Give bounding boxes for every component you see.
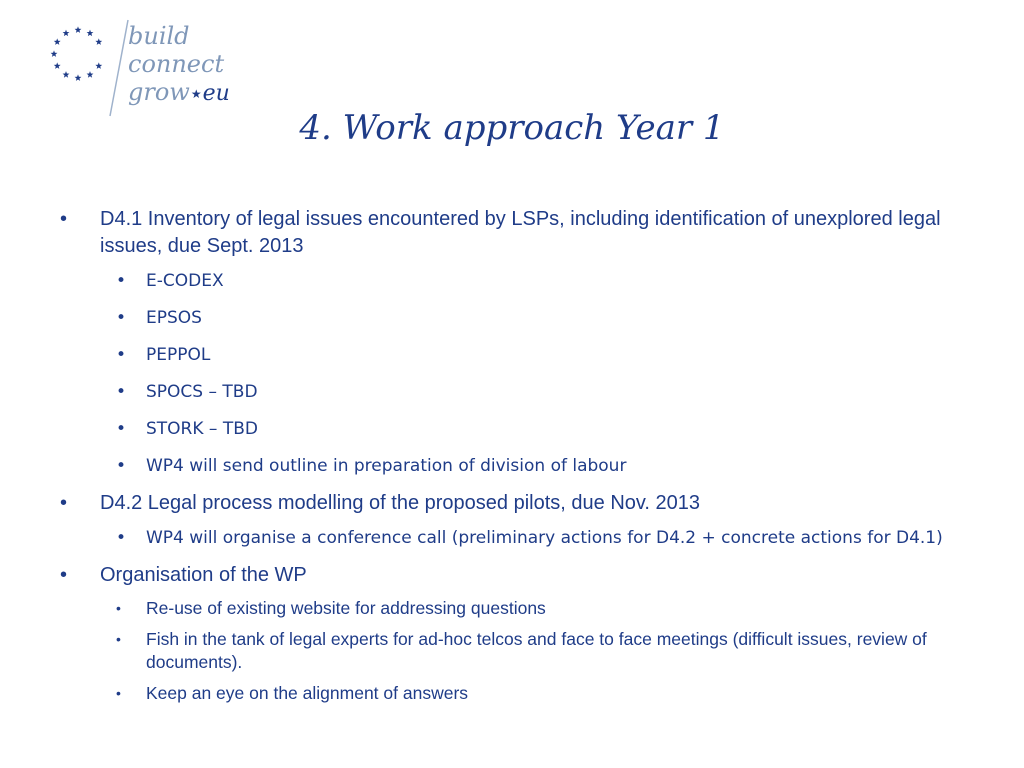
bullet-icon: • [116,345,127,365]
bullet-icon: • [116,456,127,476]
logo-star-icon [51,50,58,57]
logo-word-connect: connect [128,50,225,78]
sub-bullet-item: • EPSOS [100,305,976,331]
logo-star-icon [95,62,102,69]
build-connect-grow-logo [48,18,248,118]
sub-bullet-item: • SPOCS – TBD [100,379,976,405]
sub-bullet-item: • WP4 will organise a conference call (preliminary actions for D4.2 + concrete actions for D4.1) [100,525,976,551]
eu-stars-circle-icon [48,24,112,88]
bullet-icon: • [116,631,121,647]
bullet-icon: • [60,208,68,230]
sub-bullet-item: • Keep an eye on the alignment of answers [116,683,469,703]
sub-bullet-item: • STORK – TBD [100,416,976,442]
bullet-icon: • [116,419,127,439]
sub-bullet-list [100,597,976,705]
sub-bullet-item: • Fish in the tank of legal experts for ad-hoc telcos and face to face meetings (difficult issues, review of documents). [116,629,927,672]
bullet-item-d41 [56,206,976,479]
logo-star-icon [87,71,94,78]
logo-star-icon [54,38,61,45]
sub-bullet-list [100,268,976,479]
bullet-text: D4.1 Inventory of legal issues encountered by LSPs, including identification of unexplored legal issues, due Sept. 2013 [100,208,941,257]
logo-star-icon [63,30,70,37]
sub-bullet-list [100,525,976,551]
bullet-icon: • [116,600,121,616]
logo-wordmark [128,22,230,108]
bullet-icon: • [60,564,68,586]
sub-bullet-item: • Re-use of existing website for addressing questions [116,598,546,618]
logo-star-icon [87,30,94,37]
bullet-text: Organisation of the WP [100,564,307,586]
bullet-icon: • [116,382,127,402]
logo-star-icon [54,62,61,69]
bullet-icon: • [116,271,127,291]
bullet-icon: • [116,528,127,548]
bullet-item-organisation [56,562,976,705]
sub-bullet-item: • E-CODEX [100,268,976,294]
logo-star-icon [63,71,70,78]
logo-star-icon: ★ [190,87,202,101]
logo-star-icon [75,26,82,33]
logo-star-icon [75,74,82,81]
logo-word-grow: grow★eu [128,78,230,106]
logo-star-icon [95,38,102,45]
bullet-icon: • [60,492,68,514]
bullet-item-d42 [56,490,976,551]
bullet-list [56,206,976,705]
bullet-icon: • [116,308,127,328]
logo-word-build: build [128,22,190,50]
bullet-icon: • [116,685,121,701]
sub-bullet-item: • PEPPOL [100,342,976,368]
slide-body [56,206,976,713]
bullet-text: D4.2 Legal process modelling of the proposed pilots, due Nov. 2013 [100,492,701,514]
sub-bullet-item: • WP4 will send outline in preparation of division of labour [100,453,976,479]
slide-title: 4. Work approach Year 1 [299,108,725,148]
